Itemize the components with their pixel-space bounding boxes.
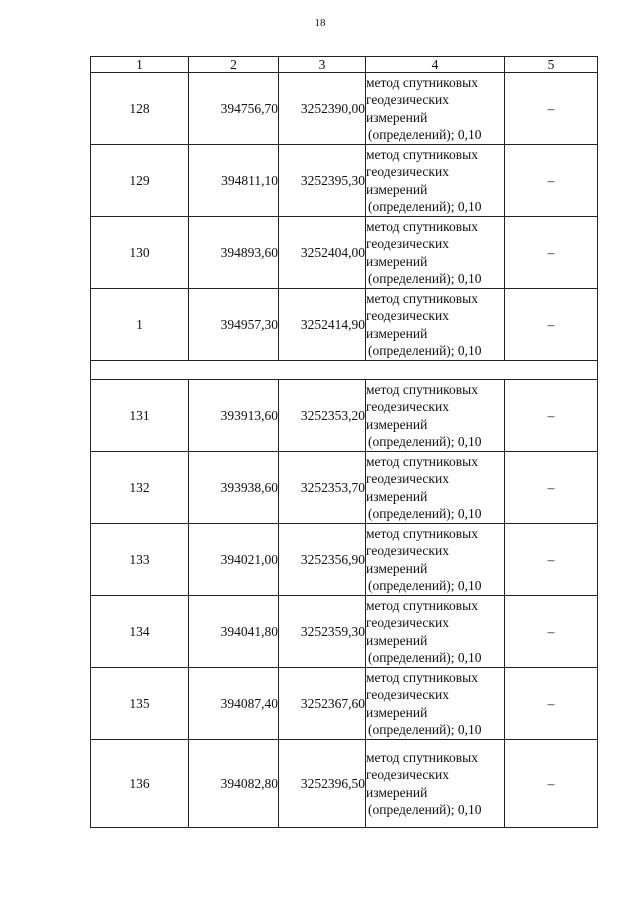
dash-cell: – (505, 217, 598, 289)
table-row (91, 740, 598, 828)
method-line: измерений (366, 253, 428, 269)
point-number-cell: 134 (91, 596, 189, 668)
method-line: (определений); 0,10 (368, 722, 482, 737)
method-line: (определений); 0,10 (368, 434, 482, 449)
method-line: геодезических (366, 399, 449, 414)
method-line: геодезических (366, 236, 449, 251)
method-line: (определений); 0,10 (368, 578, 482, 593)
method-line: геодезических (366, 543, 449, 558)
method-cell (366, 145, 505, 217)
dash-cell: – (505, 73, 598, 145)
method-line: измерений (366, 704, 428, 720)
table-row (91, 217, 598, 289)
point-number-cell: 131 (91, 380, 189, 452)
method-line: (определений); 0,10 (368, 506, 482, 521)
method-line: метод спутниковых (366, 525, 478, 541)
table-row (91, 289, 598, 361)
method-line: измерений (366, 109, 428, 125)
table-row (91, 145, 598, 217)
y-coordinate-cell: 3252414,90 (279, 289, 366, 361)
y-coordinate-cell: 3252356,90 (279, 524, 366, 596)
point-number-cell: 136 (91, 740, 189, 828)
method-line: метод спутниковых (366, 669, 478, 685)
header-row (91, 57, 598, 73)
x-coordinate-cell: 394087,40 (189, 668, 279, 740)
table-row (91, 380, 598, 452)
dash-cell: – (505, 668, 598, 740)
dash-cell: – (505, 524, 598, 596)
method-cell (366, 217, 505, 289)
table-row (91, 668, 598, 740)
method-line: геодезических (366, 308, 449, 323)
method-cell (366, 289, 505, 361)
dash-cell: – (505, 145, 598, 217)
method-line: (определений); 0,10 (368, 199, 482, 214)
x-coordinate-cell: 394893,60 (189, 217, 279, 289)
point-number-cell: 132 (91, 452, 189, 524)
method-line: (определений); 0,10 (368, 127, 482, 142)
x-coordinate-cell: 394957,30 (189, 289, 279, 361)
method-line: метод спутниковых (366, 597, 478, 613)
method-line: измерений (366, 488, 428, 504)
y-coordinate-cell: 3252367,60 (279, 668, 366, 740)
method-cell (366, 380, 505, 452)
method-line: измерений (366, 416, 428, 432)
method-line: метод спутниковых (366, 749, 478, 765)
x-coordinate-cell: 393913,60 (189, 380, 279, 452)
separator-row (91, 361, 598, 380)
method-line: метод спутниковых (366, 453, 478, 469)
method-cell (366, 740, 505, 828)
method-line: геодезических (366, 767, 449, 782)
method-line: (определений); 0,10 (368, 343, 482, 358)
table-body (91, 73, 598, 828)
header-col-1: 1 (91, 57, 189, 73)
method-cell (366, 668, 505, 740)
x-coordinate-cell: 394041,80 (189, 596, 279, 668)
page-number: 18 (314, 17, 326, 29)
point-number-cell: 128 (91, 73, 189, 145)
method-cell (366, 596, 505, 668)
method-line: метод спутниковых (366, 146, 478, 162)
header-col-4: 4 (366, 57, 505, 73)
point-number-cell: 130 (91, 217, 189, 289)
method-cell (366, 524, 505, 596)
x-coordinate-cell: 394811,10 (189, 145, 279, 217)
method-line: геодезических (366, 92, 449, 107)
point-number-cell: 135 (91, 668, 189, 740)
y-coordinate-cell: 3252353,20 (279, 380, 366, 452)
x-coordinate-cell: 394082,80 (189, 740, 279, 828)
method-line: геодезических (366, 164, 449, 179)
dash-cell: – (505, 380, 598, 452)
dash-cell: – (505, 740, 598, 828)
method-line: измерений (366, 632, 428, 648)
method-cell (366, 73, 505, 145)
method-line: измерений (366, 325, 428, 341)
method-line: (определений); 0,10 (368, 271, 482, 286)
y-coordinate-cell: 3252395,30 (279, 145, 366, 217)
header-col-3: 3 (279, 57, 366, 73)
separator-cell (91, 361, 598, 380)
dash-cell: – (505, 289, 598, 361)
method-cell (366, 452, 505, 524)
point-number-cell: 1 (91, 289, 189, 361)
method-line: метод спутниковых (366, 381, 478, 397)
method-line: геодезических (366, 471, 449, 486)
method-line: измерений (366, 181, 428, 197)
method-line: измерений (366, 784, 428, 800)
method-line: метод спутниковых (366, 290, 478, 306)
point-number-cell: 129 (91, 145, 189, 217)
x-coordinate-cell: 394756,70 (189, 73, 279, 145)
method-line: метод спутниковых (366, 74, 478, 90)
method-line: измерений (366, 560, 428, 576)
y-coordinate-cell: 3252353,70 (279, 452, 366, 524)
method-line: метод спутниковых (366, 218, 478, 234)
table-row (91, 596, 598, 668)
method-line: (определений); 0,10 (368, 802, 482, 817)
method-line: (определений); 0,10 (368, 650, 482, 665)
dash-cell: – (505, 452, 598, 524)
header-col-2: 2 (189, 57, 279, 73)
table-row (91, 452, 598, 524)
y-coordinate-cell: 3252396,50 (279, 740, 366, 828)
table-row (91, 73, 598, 145)
y-coordinate-cell: 3252404,00 (279, 217, 366, 289)
y-coordinate-cell: 3252390,00 (279, 73, 366, 145)
coordinates-table (90, 56, 598, 828)
method-line: геодезических (366, 615, 449, 630)
x-coordinate-cell: 393938,60 (189, 452, 279, 524)
y-coordinate-cell: 3252359,30 (279, 596, 366, 668)
dash-cell: – (505, 596, 598, 668)
table-row (91, 524, 598, 596)
header-col-5: 5 (505, 57, 598, 73)
method-line: геодезических (366, 687, 449, 702)
x-coordinate-cell: 394021,00 (189, 524, 279, 596)
point-number-cell: 133 (91, 524, 189, 596)
